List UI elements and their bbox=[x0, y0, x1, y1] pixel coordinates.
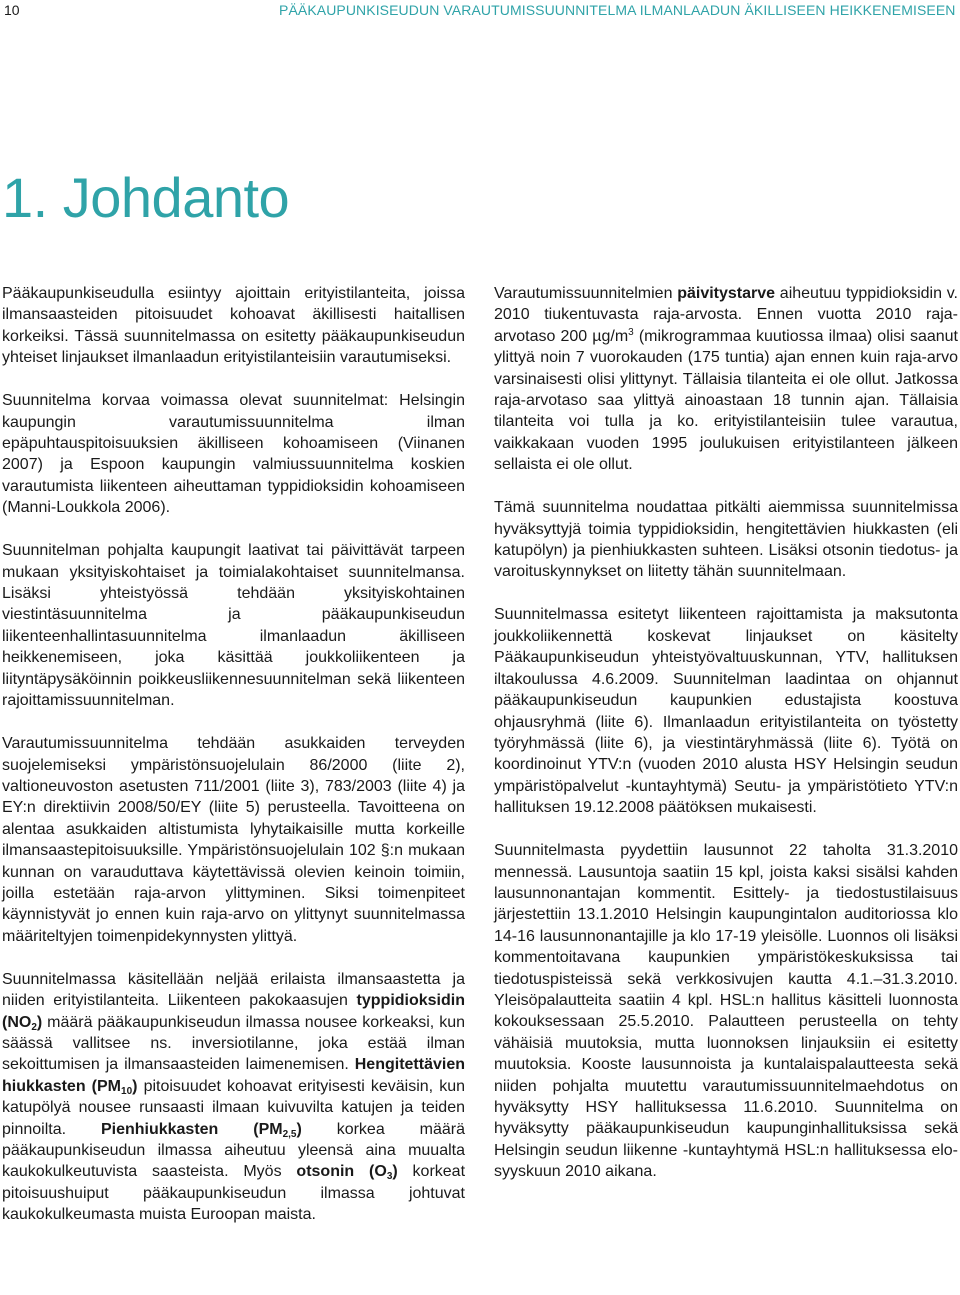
chapter-title: 1. Johdanto bbox=[2, 166, 290, 229]
running-header: PÄÄKAUPUNKISEUDUN VARAUTUMISSUUNNITELMA ILMANLAADUN ÄKILLISEEN HEIKKENEMISEEN bbox=[279, 2, 956, 18]
text-run: korkeat pitoisuushuiput pääkaupunkiseudun ilmassa johtuvat kaukokulkeumasta muista Euroopan maista. bbox=[2, 1163, 466, 1224]
left-column bbox=[2, 283, 465, 1247]
term-pm25: Pienhiukkasten $(PM_{2,5})$ bbox=[100, 1120, 302, 1140]
term-o3: otsonin $(O_3)$ bbox=[296, 1163, 398, 1183]
text-run: (mikrogrammaa kuutiossa ilmaa) olisi saanut ylittyä noin 7 vuorokauden (175 tuntia) ajan ennen kuin raja-arvo varsinaisesti olisi ylittynyt. Tällaisia tilanteita ei ole ollut. Jatkossa raja-arvotaso saa ylittyä ainoastaan 18 tunnin ajan. Tällaisia tilanteita voi tulla ja ko. erityistilanteisiin tulee varautua, vaikkakaan vuoden 1995 joulukuisen erityistilanteen jälkeen sellaista ei ole ollut. bbox=[494, 327, 958, 474]
paragraph: Suunnitelmasta pyydettiin lausunnot 22 taholta 31.3.2010 mennessä. Lausuntoja saatiin 15 kpl, joista kaksi sisälsi kahden lausunnonantajan kommentit. Esittely- ja tiedostustilaisuus järjestettiin 13.1.2010 Helsingin kaupungintalon auditoriossa klo 14-16 lausunnonantajille ja klo 17-19 yleisölle. Luonnos oli lisäksi kommentoitavana kaupunkien ympäristökeskuksissa tai tiedotuspisteissä sekä verkkosivujen kautta 4.1.–31.3.2010. Yleisöpalautteita saatiin 4 kpl. HSL:n hallitus käsitteli luonnosta kokouksessaan 25.5.2010. Palautteen perusteella on tehty vähäisiä muutoksia, mutta luonnoksen linjauksiin ei esitetty muutoksia. Kooste lausunnoista ja kuntalaispalautteesta sekä niiden pohjalta muutettu varautumissuunnitelmaehdotus on hyväksytty HSY hallituksessa 11.6.2010. Suunnitelma on hyväksytty pääkaupunkiseudun kaupunginhallituksissa sekä Helsingin seudun liikenne -kuntayhtymä HSL:n hallituksessa elo-syyskuun 2010 aikana. bbox=[494, 842, 958, 1181]
paragraph-update-need bbox=[494, 283, 958, 476]
paragraph-pollutants bbox=[2, 969, 465, 1226]
superscript: 3 bbox=[628, 326, 634, 338]
text-run: aiheutuu typpidioksidin v. 2010 tiukentuvasta raja-arvosta. Ennen vuotta 2010 raja-arvotaso 200 µg/m bbox=[494, 285, 959, 345]
text-run: määrä pääkaupunkiseudun ilmassa nousee korkeaksi, kun säässä vallitsee ns. inversiotilanne, joka estää ilman sekoittumisen ja ilmansaasteiden laimenemisen. bbox=[2, 1013, 465, 1074]
right-column bbox=[494, 283, 958, 1204]
text-run: pitoisuudet kohoavat erityisesti keväisin, kun katupölyä nousee runsaasti ilmaan kuivuvilta katujen ja teiden pinnoilta. bbox=[2, 1077, 466, 1138]
paragraph: Suunnitelma korvaa voimassa olevat suunnitelmat: Helsingin kaupungin varautumissuunnitelma ilman epäpuhtauspitoisuuksien äkilliseen kohoamiseen (Viinanen 2007) ja Espoon kaupungin valmiussuunnitelma koskien varautumista liikenteen aiheuttaman typpidioksidin kohoamiseen (Manni-Loukkola 2006). bbox=[2, 392, 465, 517]
term-no2: typpidioksidin $(NO_2)$ bbox=[2, 992, 465, 1033]
text-run: Suunnitelmassa käsitellään neljää erilaista ilmansaastetta ja niiden erityistilanteita. Liikenteen pakokaasujen bbox=[2, 970, 465, 1010]
paragraph: Tämä suunnitelma noudattaa pitkälti aiemmissa suunnitelmissa hyväksyttyjä toimia typpidioksidin, hengitettävien hiukkasten (eli katupölyn) ja pienhiukkasten suhteen. Lisäksi otsonin tiedotus- ja varoituskynnykset on liitetty tähän suunnitelmaan. bbox=[494, 499, 958, 581]
page-number: 10 bbox=[4, 2, 20, 18]
text-run: Varautumissuunnitelmien bbox=[494, 285, 678, 302]
term-update-need: päivitystarve bbox=[677, 285, 776, 302]
paragraph: Pääkaupunkiseudulla esiintyy ajoittain erityistilanteita, joissa ilmansaasteiden pitoisuudet kohoavat äkillisesti haitallisen korkeiksi. Tässä suunnitelmassa on esitetty pääkaupunkiseudun yhteiset linjaukset ilmanlaadun erityistilanteisiin varautumiseksi. bbox=[2, 285, 465, 367]
term-pm10: Hengitettävien hiukkasten $(PM_{10})$ bbox=[2, 1056, 465, 1097]
text-run: korkea määrä pääkaupunkiseudun ilmassa aiheutuu yleensä aina muualta kaukokulkeutuvista saasteista. Myös bbox=[2, 1120, 465, 1181]
paragraph: Suunnitelmassa esitetyt liikenteen rajoittamista ja maksutonta joukkoliikennettä koskevat linjaukset on käsitelty Pääkaupunkiseudun yhteistyövaltuuskunnan, YTV, hallituksen iltakoulussa 4.6.2009. Suunnitelman laadintaa on ohjannut pääkaupunkiseudun kaupunkien edustajista koostuva ohjausryhmä (liite 6). Ilmanlaadun erityistilanteita on työstetty työryhmässä (liite 6), ja viestintäryhmässä (liite 6). Työtä on koordinoinut YTV:n (vuoden 2010 alusta HSY Helsingin seudun ympäristöpalvelut -kuntayhtymä) Seutu- ja ympäristötieto YTV:n hallituksen 19.12.2008 päätöksen mukaisesti. bbox=[494, 606, 958, 817]
paragraph: Varautumissuunnitelma tehdään asukkaiden terveyden suojelemiseksi ympäristönsuojelulain 86/2000 (liite 2), valtioneuvoston asetusten 711/2001 (liite 3), 783/2003 (liite 4) ja EY:n direktiivin 2008/50/EY (liite 5) perusteella. Tavoitteena on alentaa asukkaiden altistumista lyhytaikaisille mutta korkeille ilmansaastepitoisuuksille. Ympäristönsuojelulain 102 §:n mukaan kunnan on varauduttava käytettävissä olevien keinoin toimiin, joilla estetään raja-arvon ylittyminen. Siksi toimenpiteet käynnistyvät jo ennen kuin raja-arvo on ylittynyt suunnitelmassa määriteltyjen toimenpidekynnysten ylittyä. bbox=[2, 735, 465, 945]
paragraph: Suunnitelman pohjalta kaupungit laativat tai päivittävät tarpeen mukaan yksityiskohtaiset ja toimialakohtaiset suunnitelmansa. Lisäksi yhteistyössä tehdään yksityiskohtainen viestintäsuunnitelma ja pääkaupunkiseudun liikenteenhallintasuunnitelma ilmanlaadun äkilliseen heikkenemiseen, joka käsittää joukkoliikenteen ja liityntäpysäköinnin poikkeusliikennesuunnitelman sekä liikenteen rajoittamissuunnitelman. bbox=[2, 542, 465, 710]
